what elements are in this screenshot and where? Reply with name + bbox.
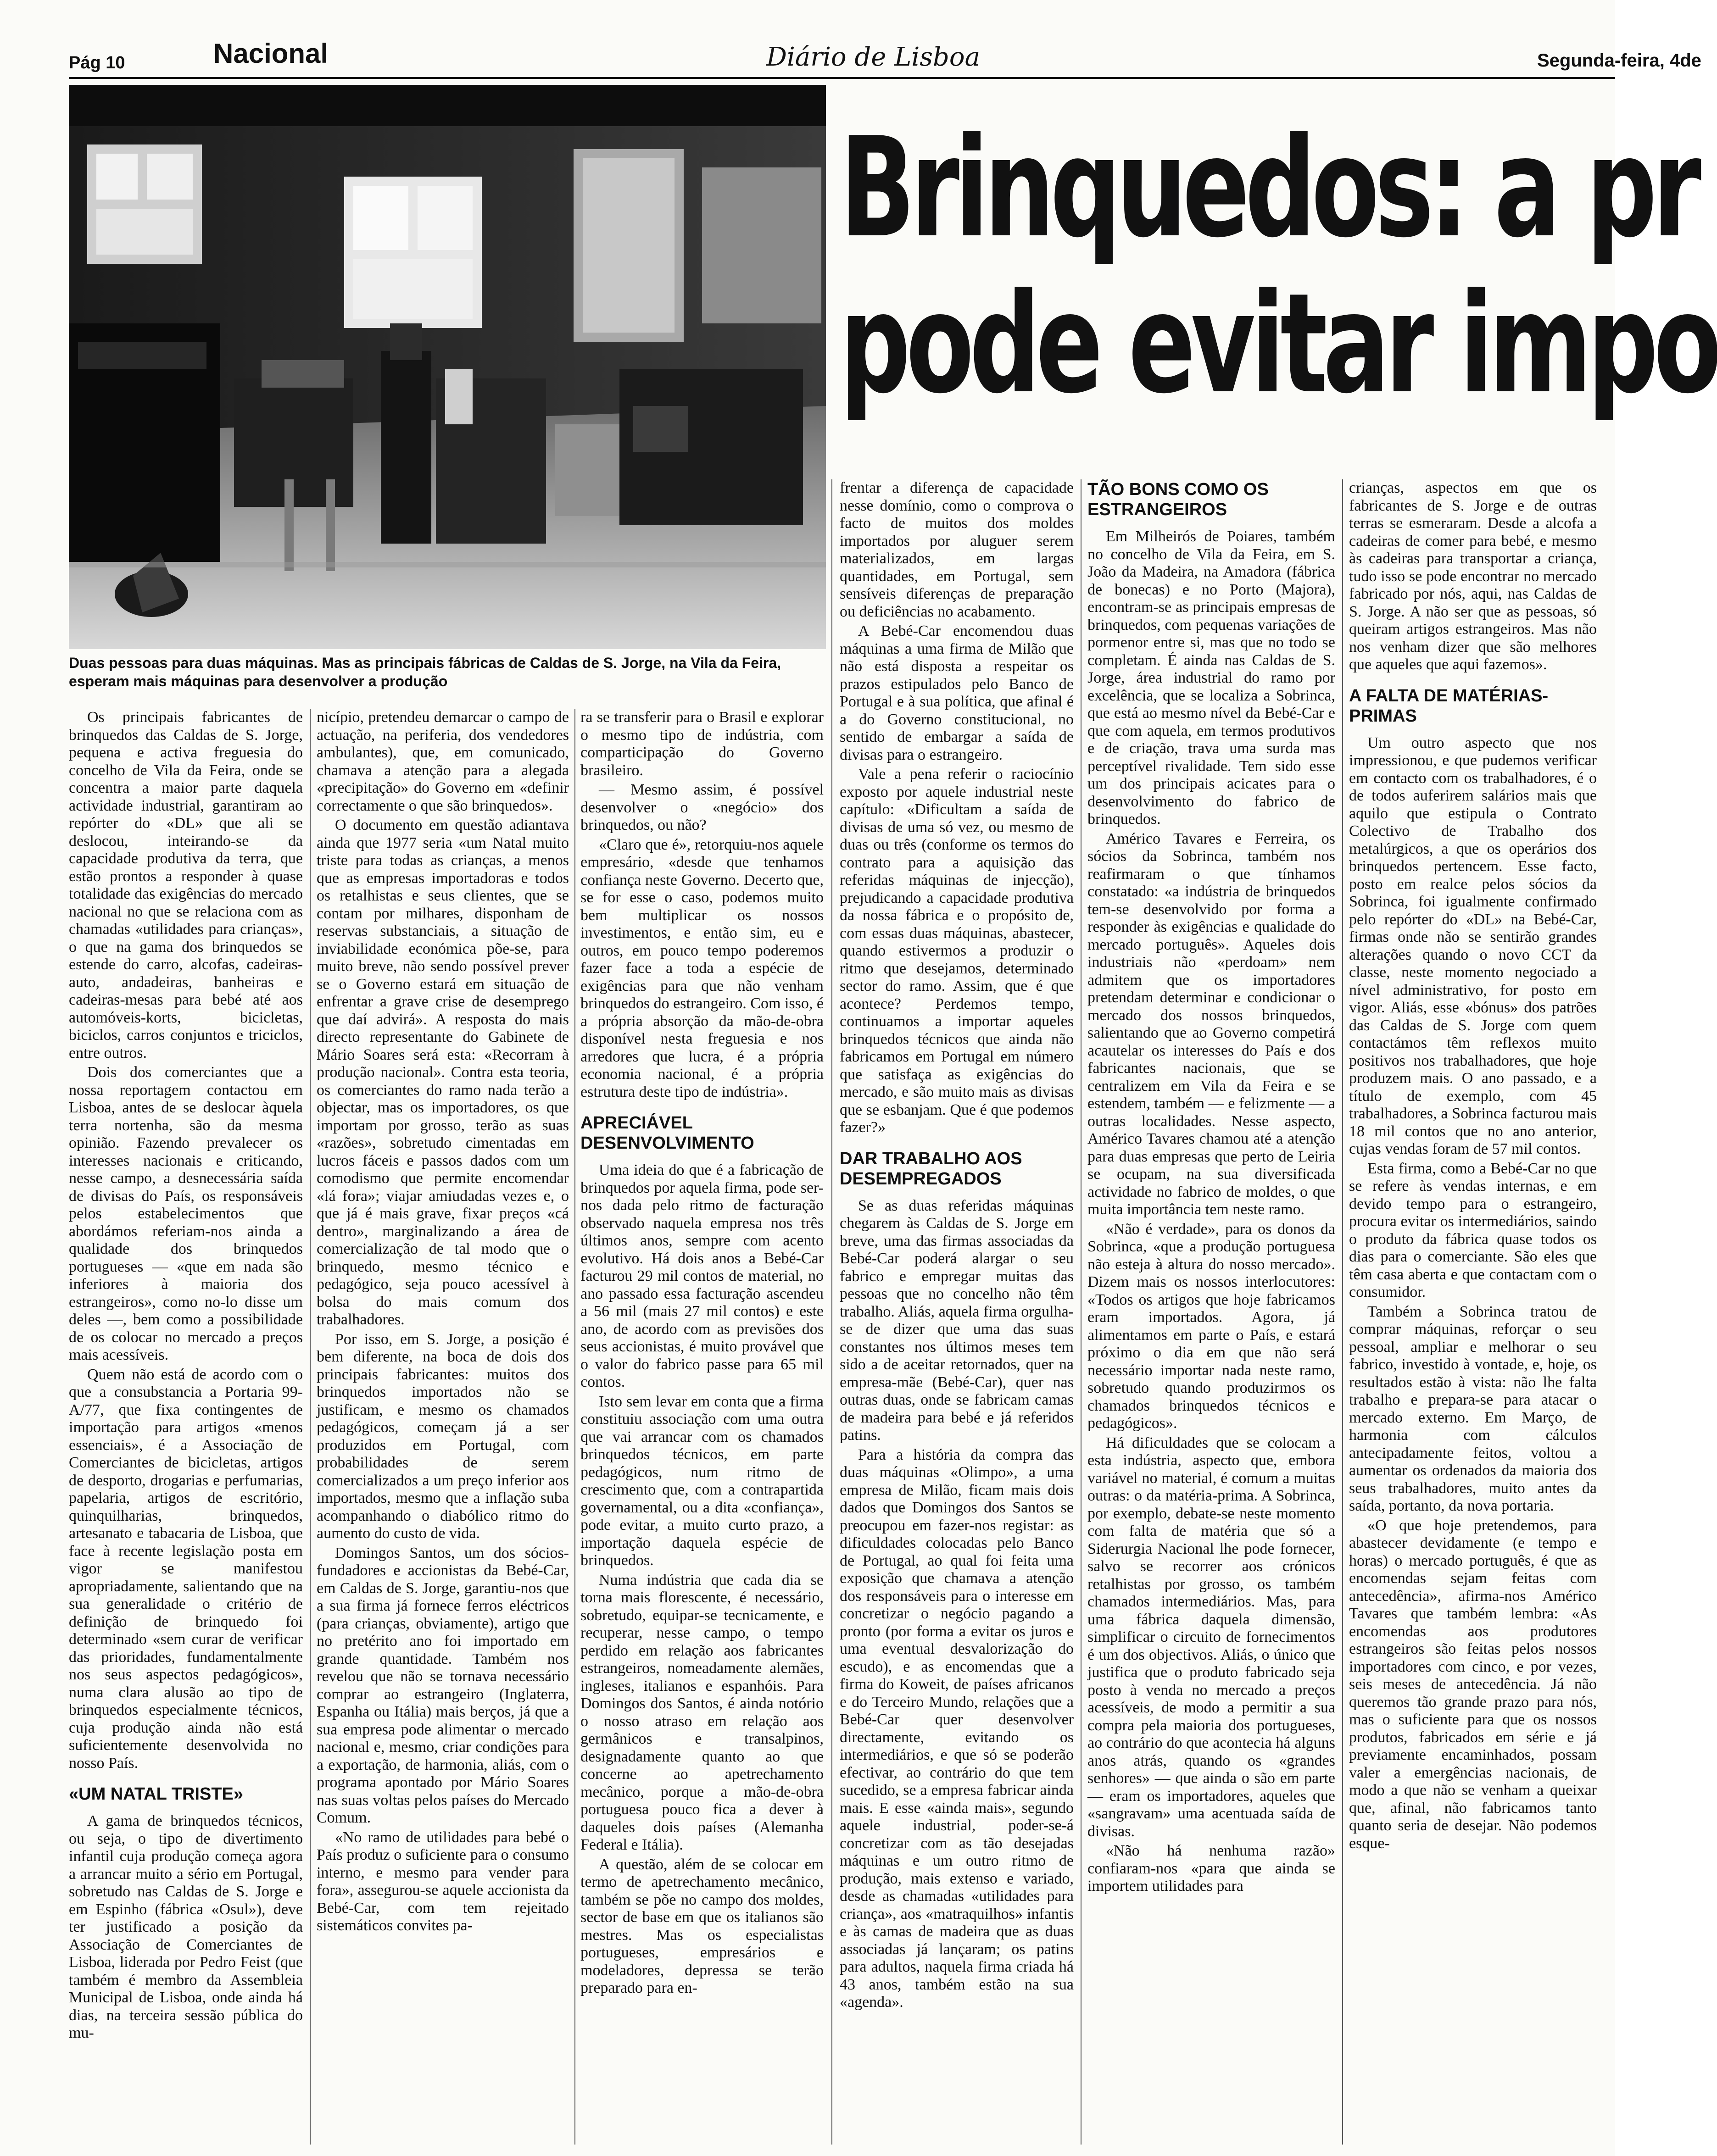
paragraph: «Não é verdade», para os donos da Sobrinca, «que a produção portuguesa não esteja à altura do nosso mercado». Dizem mais os nossos interlocutores: «Todos os artigos que hoje fabricamos eram importados. Agora, já alimentamos em parte o País, e estará próximo o dia em que não será necessário importar nada neste ramo, sobretudo quando produzirmos os chamados brinquedos técnicos e pedagógicos». xyxy=(1087,1220,1335,1432)
photo-caption: Duas pessoas para duas máquinas. Mas as principais fábricas de Caldas de S. Jorge, na Vila da Feira, esperam mais máquinas para desenvolver a produção xyxy=(69,655,781,689)
paragraph: Um outro aspecto que nos impressionou, e que pudemos verificar em contacto com os trabalhadores, é o de todos auferirem salários mais que aquilo que estipula o Contrato Colectivo de Trabalho dos metalúrgicos, a que os operários dos brinquedos pertencem. Esse facto, posto em realce pelos sócios da Sobrinca, foi igualmente confirmado pelo repórter do «DL» na Bebé-Car, firmas onde não se sentirão grandes alterações quando o novo CCT da classe, neste momento negociado a nível administrativo, for posto em vigor. Aliás, esse «bónus» dos patrões das Caldas de S. Jorge com quem contactámos têm reflexos muito positivos nos trabalhadores, que hoje produzem mais. O ano passado, e a título de exemplo, com 45 trabalhadores, a Sobrinca facturou mais 18 mil contos que no ano anterior, cujas vendas foram de 57 mil contos. xyxy=(1349,734,1597,1157)
masthead: Diário de Lisboa xyxy=(766,42,980,72)
article-column-4 xyxy=(840,479,1074,2145)
headline-line-1: Brinquedos: a pr xyxy=(840,108,1697,268)
headline-line-2: pode evitar impo xyxy=(840,264,1717,424)
article-column-1 xyxy=(69,709,303,2145)
paragraph: Isto sem levar em conta que a firma constituiu associação com uma outra que vai arrancar com os chamados brinquedos técnicos, em parte pedagógicos, num ritmo de crescimento que, com a contrapartida governamental, ou a dita «confiança», pode evitar, a muito curto prazo, a importação daquela espécie de brinquedos. xyxy=(580,1393,824,1569)
subheading: APRECIÁVEL DESENVOLVIMENTO xyxy=(580,1113,754,1153)
article-headline xyxy=(840,108,1717,495)
paragraph: O documento em questão adiantava ainda que 1977 seria «um Natal muito triste para todas as crianças, a menos que as empresas importadoras e todos os retalhistas e seus clientes, que se contam por milhares, disponham de reservas substanciais, a situação de inviabilidade económica põe-se, para muito breve, não sendo possível prever se o Governo estará em situação de enfrentar a grave crise de desemprego que daí advirá». A resposta do mais directo representante do Gabinete de Mário Soares será esta: «Recorram à produção nacional». Contra esta teoria, os comerciantes do ramo nada terão a objectar, mas os importadores, os que importam por grosso, terão as suas «razões», sobretudo cimentadas em lucros fáceis e passos dados com um comodismo que permite encomendar «lá fora»; viajar amiudadas vezes e, o que já é mais grave, fixar preços «cá dentro», marginalizando a área de comercialização de tal modo que o brinquedo, mesmo técnico e pedagógico, seja pouco acessível à bolsa do mais comum dos trabalhadores. xyxy=(317,817,569,1328)
paragraph: Há dificuldades que se colocam a esta indústria, aspecto que, embora variável no material, é comum a muitas outras: o da matéria-prima. A Sobrinca, por exemplo, debate-se neste momento com falta de matéria que só a Siderurgia Nacional lhe pode fornecer, salvo se recorrer aos crónicos retalhistas por grosso, os também chamados intermediários. Mas, para uma fábrica daquela dimensão, simplificar o circuito de fornecimentos é um dos objectivos. Aliás, o único que justifica que o produto fabricado seja posto à venda no mercado a preços acessíveis, de modo a permitir a sua compra pela maioria dos portugueses, ao contrário do que acontecia há alguns anos atrás, quando os «grandes senhores» — que ainda o são em parte — eram os importadores, aqueles que «sangravam» uma acentuada saída de divisas. xyxy=(1087,1434,1335,1840)
article-photo xyxy=(69,85,826,649)
paragraph: Também a Sobrinca tratou de comprar máquinas, reforçar o seu pessoal, ampliar e melhorar o seu fabrico, investido à vontade, e, hoje, os resultados estão à vista: não lhe falta trabalho e prepara-se para atacar o mercado externo. Em Março, de harmonia com cálculos antecipadamente feitos, voltou a aumentar os ordenados da maioria dos seus trabalhadores, muito antes da saída, portanto, da nova portaria. xyxy=(1349,1303,1597,1514)
subheading: «UM NATAL TRISTE» xyxy=(69,1784,244,1804)
paragraph: Numa indústria que cada dia se torna mais florescente, é necessário, sobretudo, equipar-se tecnicamente, e recuperar, nesse campo, o tempo perdido em relação aos fabricantes estrangeiros, nomeadamente alemães, ingleses, italianos e espanhóis. Para Domingos dos Santos, é ainda notório o nosso atraso em relação aos germânicos e transalpinos, designadamente quanto ao que concerne ao apetrechamento mecânico, porque a mão-de-obra portuguesa pouco fica a dever à daqueles dois países (Alemanha Federal e Itália). xyxy=(580,1571,824,1853)
article-column-6 xyxy=(1349,479,1597,2145)
paragraph: A Bebé-Car encomendou duas máquinas a uma firma de Milão que não está disposta a respeitar os prazos estipulados pelo Banco de Portugal e à sua política, que afinal é a do Governo constitucional, no sentido de embargar a saída de divisas para o estrangeiro. xyxy=(840,622,1074,763)
paragraph: Para a história da compra das duas máquinas «Olimpo», a uma empresa de Milão, ficam mais dois dados que Domingos dos Santos se preocupou em fazer-nos registar: as dificuldades colocadas pelo Banco de Portugal, ao qual foi feita uma exposição que chamava a atenção dos responsáveis para o interesse em concretizar o negócio pagando a pronto (por forma a evitar os juros e uma eventual desvalorização do escudo), e as encomendas que a firma do Koweit, de países africanos e do Terceiro Mundo, relações que a Bebé-Car quer desenvolver directamente, evitando os intermediários, e que só se poderão efectivar, ao contrário do que tem sucedido, se a empresa fabricar ainda mais. E esse «ainda mais», segundo aquele industrial, poder-se-á concretizar com as tão desejadas máquinas e um outro ritmo de produção, mais extenso e variado, desde as chamadas «utilidades para criança», aos «matraquilhos» infantis e às camas de madeira que as duas associadas já lançaram; os patins para adultos, naquela firma criada há 43 anos, também estão na sua «agenda». xyxy=(840,1446,1074,2011)
paragraph: Por isso, em S. Jorge, a posição é bem diferente, na boca de dois dos principais fabricantes: muitos dos brinquedos importados não se justificam, e mesmo os chamados pedagógicos, começam já a ser produzidos em Portugal, com probabilidades de serem comercializados a um preço inferior aos importados, mesmo que a inflação suba acompanhando o diabólico ritmo do aumento do custo de vida. xyxy=(317,1330,569,1542)
paragraph: nicípio, pretendeu demarcar o campo de actuação, na periferia, dos vendedores ambulantes), que, em comunicado, chamava a atenção para a alegada «precipitação» do Governo em «definir correctamente o que são brinquedos». xyxy=(317,709,569,814)
factory-photo-illustration xyxy=(69,85,826,649)
paragraph: «Claro que é», retorquiu-nos aquele empresário, «desde que tenhamos confiança neste Governo. Decerto que, se for esse o caso, podemos muito bem multiplicar os nossos investimentos, e então sim, eu e outros, em pouco tempo poderemos fazer face a toda a espécie de exigências para que não venham brinquedos do estrangeiro. Com isso, é a própria absorção da mão-de-obra disponível nesta freguesia e nos arredores que lucra, é a própria economia nacional, é a própria estrutura deste tipo de indústria». xyxy=(580,836,824,1100)
paragraph: «Não há nenhuma razão» confiaram-nos «para que ainda se importem utilidades para xyxy=(1087,1842,1335,1895)
column-divider xyxy=(310,709,311,2145)
section-title: Nacional xyxy=(213,38,329,69)
paragraph: A gama de brinquedos técnicos, ou seja, o tipo de divertimento infantil cuja produção começa agora a arrancar muito a sério em Portugal, sobretudo nas Caldas de S. Jorge e em Espinho (fábrica «Osul»), deve ter justificado a posição da Associação de Comerciantes de Lisboa, liderada por Pedro Feist (que também é membro da Assembleia Municipal de Lisboa, onde ainda há dias, na terceira sessão pública do mu- xyxy=(69,1812,303,2041)
subheading: DAR TRABALHO AOS DESEMPREGADOS xyxy=(840,1149,1022,1189)
paragraph: Domingos Santos, um dos sócios-fundadores e accionistas da Bebé-Car, em Caldas de S. Jorge, garantiu-nos que a sua firma já fornece ferros eléctricos (para crianças, obviamente), artigo que no pretérito ano foi importado em grande quantidade. Também nos revelou que não se tornava necessário comprar ao estrangeiro (Inglaterra, Espanha ou Itália) mais berços, já que a sua empresa pode alimentar o mercado nacional e, mesmo, criar condições para a exportação, de harmonia, aliás, com o programa apontado por Mário Soares nas suas voltas pelos países do Mercado Comum. xyxy=(317,1544,569,1826)
issue-date: Segunda-feira, 4de xyxy=(1537,50,1701,71)
paragraph: Vale a pena referir o raciocínio exposto por aquele industrial neste capítulo: «Dificultam a saída de divisas de uma só vez, ou mesmo de duas ou três (conforme os termos do contrato para a aquisição das referidas máquinas de injecção), prejudicando a capacidade produtiva da nossa fábrica e o propósito de, com essas duas máquinas, abastecer, quando estivermos a produzir o ritmo que desejamos, determinado sector do ramo. Assim, que é que acontece? Perdemos tempo, continuamos a importar aqueles brinquedos técnicos que ainda não fabricamos em Portugal em número que satisfaça as exigências do mercado, e são muito mais as divisas que se esbanjam. Que é que podemos fazer?» xyxy=(840,766,1074,1136)
paragraph: — Mesmo assim, é possível desenvolver o «negócio» dos brinquedos, ou não? xyxy=(580,781,824,834)
article-column-2 xyxy=(317,709,569,2145)
column-divider xyxy=(1342,479,1343,2145)
paragraph: Se as duas referidas máquinas chegarem às Caldas de S. Jorge em breve, uma das firmas associadas da Bebé-Car poderá alargar o seu fabrico e empregar muitas das pessoas que no concelho não têm trabalho. Aliás, aquela firma orgulha-se de dizer que uma das suas constantes nos últimos meses tem sido a de aceitar retornados, quer na empresa-mãe (Bebé-Car), quer nas outras duas, onde se fabricam camas de madeira para bebé e já referidos patins. xyxy=(840,1197,1074,1444)
paragraph: Américo Tavares e Ferreira, os sócios da Sobrinca, também nos reafirmaram o que tínhamos constatado: «a indústria de brinquedos tem-se desenvolvido por forma a responder às exigências e qualidade do mercado português». Aqueles dois industriais não «perdoam» nem admitem que os importadores pretendam determinar e condicionar o mercado dos nossos brinquedos, salientando que ao Governo competirá acautelar os interesses do País e dos fabricantes nacionais, que se centralizem em Vila da Feira e se estendem, também — e felizmente — a outras localidades. Nesse aspecto, Américo Tavares chamou até a atenção para duas empresas que perto de Leiria se ocupam, na sua diversificada actividade no fabrico de moldes, o que muita importância tem neste ramo. xyxy=(1087,830,1335,1218)
subheading: TÃO BONS COMO OS ESTRANGEIROS xyxy=(1087,480,1269,519)
page-header xyxy=(69,32,1701,73)
paragraph: Uma ideia do que é a fabricação de brinquedos por aquela firma, pode ser-nos dada pelo ritmo de facturação observado naquela empresa nos três últimos anos, sempre com acento evolutivo. Há dois anos a Bebé-Car facturou 29 mil contos de material, no ano passado essa facturação ascendeu a 56 mil (mais 27 mil contos) e este ano, de acordo com as previsões dos seus accionistas, é muito provável que o valor do fabrico passe para 65 mil contos. xyxy=(580,1161,824,1390)
article-column-3 xyxy=(580,709,824,2145)
paragraph: «O que hoje pretendemos, para abastecer devidamente (e tempo e horas) o mercado português, é que as encomendas sejam feitas com antecedência», afirma-nos Américo Tavares que também lembra: «As encomendas aos produtores estrangeiros são feitas pelos nossos importadores com cinco, e por vezes, seis meses de antecedência. Já não queremos tão grande prazo para nós, mas o suficiente para que os nossos produtos, fabricados em série e já previamente encaminhados, possam valer a emergências nacionais, de modo a que não se venham a queixar que, afinal, não fabricamos tanto quanto seria de desejar. Não podemos esque- xyxy=(1349,1517,1597,1852)
paragraph: A questão, além de se colocar em termo de apetrechamento mecânico, também se põe no campo dos moldes, sector de base em que os italianos são mestres. Mas os especialistas portugueses, empresários e modeladores, depressa se terão preparado para en- xyxy=(580,1856,824,1996)
article-column-5 xyxy=(1087,479,1335,2145)
paragraph: Quem não está de acordo com o que a consubstancia a Portaria 99-A/77, que fixa contingentes de importação para artigos «menos essenciais», é a Associação de Comerciantes de bicicletas, artigos de desporto, drogarias e perfumarias, papelaria, artigos de escritório, quinquilharias, brinquedos, artesanato e tabacaria de Lisboa, que face à recente legislação posta em vigor se manifestou apropriadamente, salientando que na sua generalidade o critério de definição de brinquedo foi determinado «sem curar de verificar das prioridades, fundamentalmente nos seus aspectos pedagógicos», numa clara alusão ao tipo de brinquedos especialmente técnicos, cuja produção ainda não está suficientemente desenvolvida no nosso País. xyxy=(69,1366,303,1772)
paragraph: «No ramo de utilidades para bebé o País produz o suficiente para o consumo interno, e mesmo para vender para fora», assegurou-se aquele accionista da Bebé-Car, com tem rejeitado sistemáticos convites pa- xyxy=(317,1828,569,1934)
subheading: A FALTA DE MATÉRIAS-PRIMAS xyxy=(1349,686,1549,726)
paragraph: crianças, aspectos em que os fabricantes de S. Jorge e de outras terras se esmeraram. Desde a alcofa a cadeiras de comer para bebé, e mesmo às cadeiras para transportar a criança, tudo isso se pode encontrar no mercado fabricado por nós, aqui, nas Caldas de S. Jorge. A não ser que as pessoas, só queiram artigos estrangeiros. Mas não nos venham dizer que são melhores que aqueles que aqui fazemos». xyxy=(1349,479,1597,673)
column-divider xyxy=(831,479,832,2145)
column-divider xyxy=(574,709,575,2145)
paragraph: Em Milheirós de Poiares, também no concelho de Vila da Feira, em S. João da Madeira, na Amadora (fábrica de bonecas) e no Porto (Majora), encontram-se as principais empresas de brinquedos, com pequenas variações de pormenor entre si, mas que no todo se completam. É ainda nas Caldas de S. Jorge, área industrial do ramo por excelência, que se localiza a Sobrinca, que está ao mesmo nível da Bebé-Car e que com aquela, em termos produtivos e de criação, trava uma surda mas perceptível rivalidade. Tem sido esse um dos principais acicates para o desenvolvimento do fabrico de brinquedos. xyxy=(1087,528,1335,828)
page-number: Pág 10 xyxy=(69,53,125,72)
paragraph: Esta firma, como a Bebé-Car no que se refere às vendas internas, e em devido tempo para o estrangeiro, procura evitar os intermediários, saindo o produto da fábrica quase todos os dias para o comerciante. São eles que têm casa aberta e que contactam com o consumidor. xyxy=(1349,1160,1597,1300)
paragraph: ra se transferir para o Brasil e explorar o mesmo tipo de indústria, com comparticipação do Governo brasileiro. xyxy=(580,709,824,779)
paragraph: Dois dos comerciantes que a nossa reportagem contactou em Lisboa, antes de se deslocar àquela terra nortenha, são da mesma opinião. Fazendo prevalecer os interesses nacionais e criticando, nesse campo, a desnecessária saída de divisas do País, os responsáveis pelos estabelecimentos que abordámos referiam-nos ainda a qualidade dos brinquedos portugueses — «que em nada são inferiores à maioria dos estrangeiros», como no-lo disse um deles —, bem como a possibilidade de os colocar no mercado a preços mais acessíveis. xyxy=(69,1064,303,1363)
paragraph: Os principais fabricantes de brinquedos das Caldas de S. Jorge, pequena e activa freguesia do concelho de Vila da Feira, onde se concentra a maior parte daquela actividade industrial, garantiram ao repórter do «DL» que ali se deslocou, inteirando-se da capacidade produtiva da terra, que estão prontos a responder à quase totalidade das exigências do mercado nacional no que se relaciona com as chamadas «utilidades para crianças», o que na gama dos brinquedos se estende do carro, alcofas, cadeiras-auto, andadeiras, banheiras e cadeiras-mesas para bebé até aos automóveis-korts, bicicletas, biciclos, carros conjuntos e triciclos, entre outros. xyxy=(69,709,303,1061)
header-rule xyxy=(69,77,1615,79)
paragraph: frentar a diferença de capacidade nesse domínio, como o comprova o facto de muitos dos moldes importados por aluguer serem materializados, em largas quantidades, em Portugal, sem sensíveis diferenças de preparação ou deficiências no acabamento. xyxy=(840,479,1074,620)
